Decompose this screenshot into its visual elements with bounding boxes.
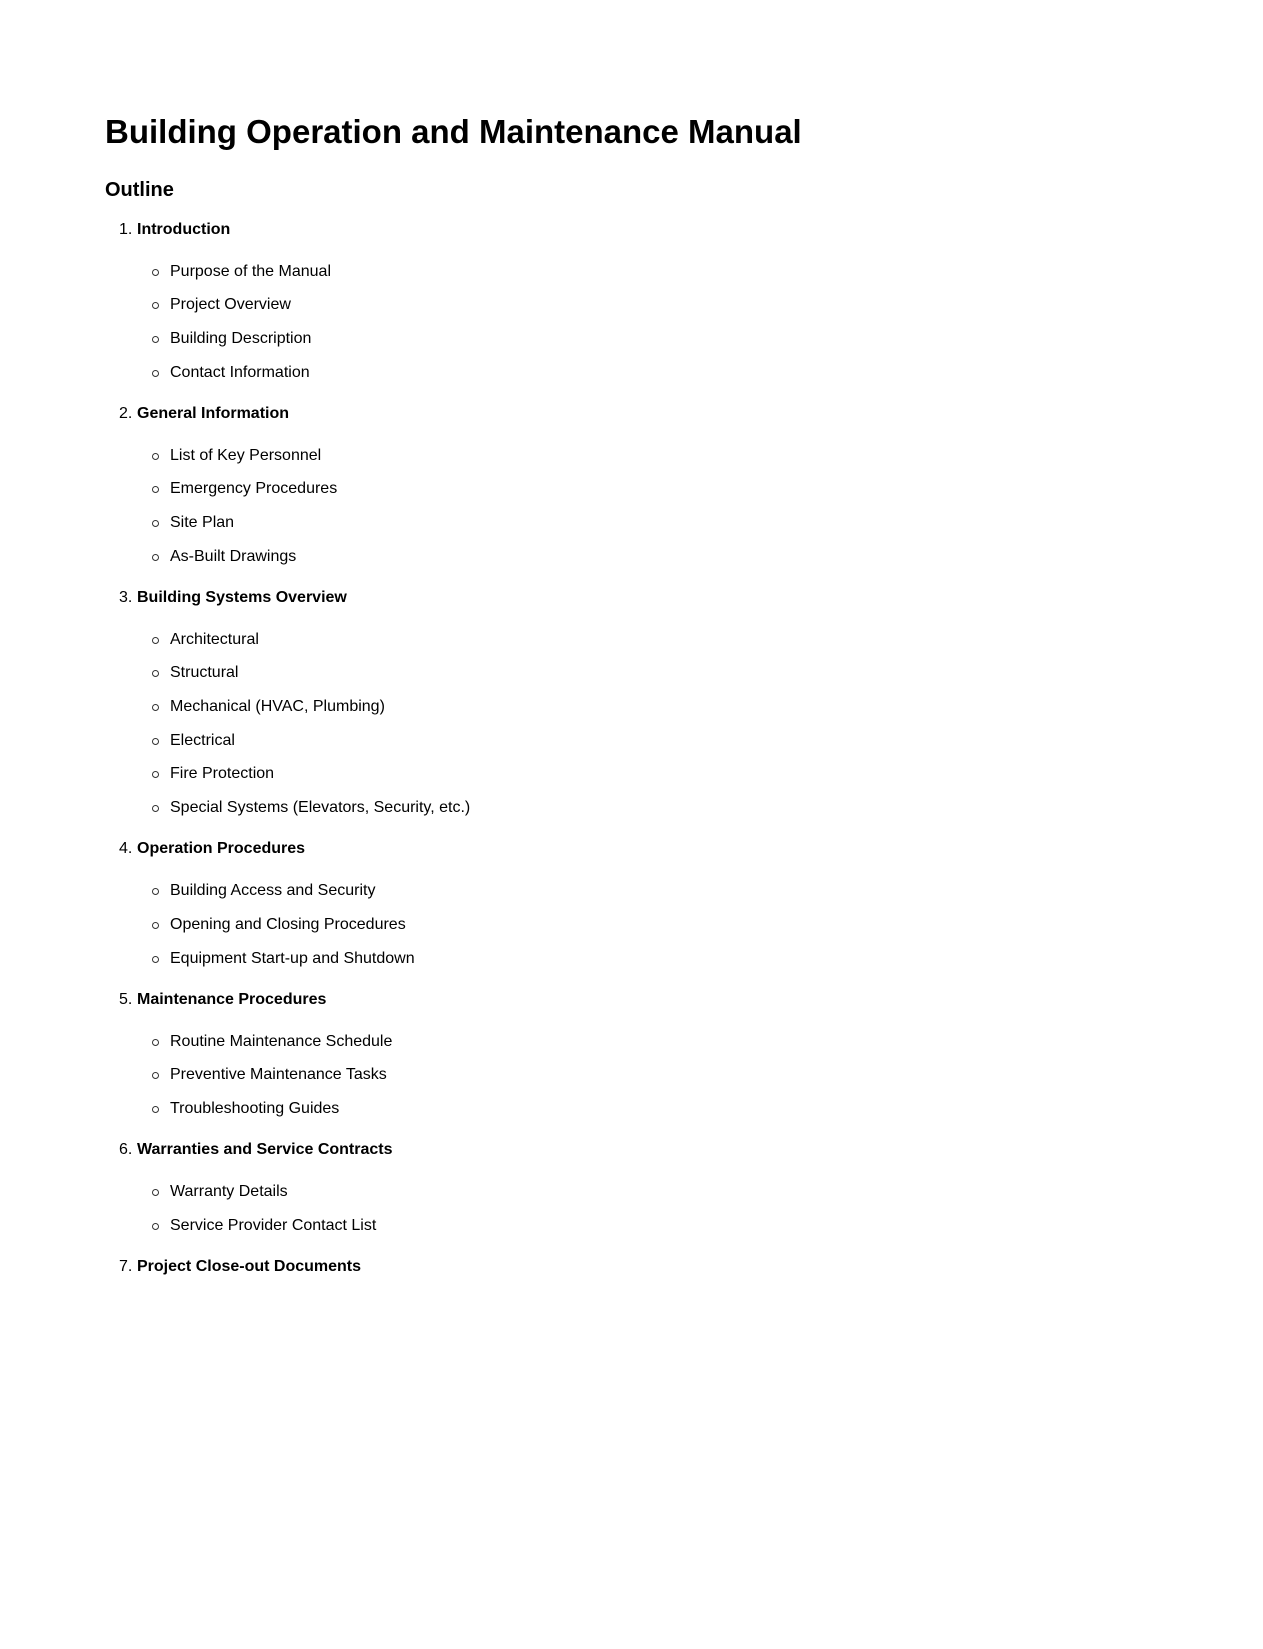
- document-title: Building Operation and Maintenance Manual: [105, 113, 802, 150]
- section-title: Operation Procedures: [137, 840, 306, 858]
- list-item-label: Site Plan: [170, 514, 235, 532]
- list-item-label: Opening and Closing Procedures: [170, 915, 406, 933]
- list-item-label: Mechanical (HVAC, Plumbing): [170, 698, 385, 716]
- outline-section: [119, 1140, 1263, 1236]
- list-item: [170, 1182, 1263, 1202]
- section-title: Building Systems Overview: [137, 588, 347, 606]
- list-item-label: Building Access and Security: [170, 882, 376, 900]
- outline-section: [119, 404, 1263, 567]
- section-items: [137, 446, 1263, 567]
- outline-section: [119, 1257, 1263, 1277]
- list-item: [170, 1216, 1263, 1236]
- section-title: General Information: [137, 404, 290, 422]
- list-item: [170, 329, 1263, 349]
- list-item: [170, 1032, 1263, 1052]
- hollow-bullet-icon: [152, 554, 159, 561]
- outline-list: [105, 220, 1263, 1277]
- hollow-bullet-icon: [152, 453, 159, 460]
- hollow-bullet-icon: [152, 520, 159, 527]
- list-item-label: Equipment Start-up and Shutdown: [170, 949, 415, 967]
- hollow-bullet-icon: [152, 956, 159, 963]
- list-item: [170, 764, 1263, 784]
- hollow-bullet-icon: [152, 1072, 159, 1079]
- hollow-bullet-icon: [152, 1106, 159, 1113]
- list-item: [170, 949, 1263, 969]
- list-item: [170, 915, 1263, 935]
- hollow-bullet-icon: [152, 1039, 159, 1046]
- section-number: 7.: [119, 1257, 133, 1275]
- list-item-label: Electrical: [170, 731, 235, 749]
- section-heading: [119, 1140, 1263, 1160]
- hollow-bullet-icon: [152, 771, 159, 778]
- hollow-bullet-icon: [152, 637, 159, 644]
- list-item: [170, 798, 1263, 818]
- list-item: [170, 547, 1263, 567]
- section-heading: [119, 990, 1263, 1010]
- list-item-label: Special Systems (Elevators, Security, etc.): [170, 799, 471, 817]
- section-number: 2.: [119, 404, 133, 422]
- section-items: [137, 1182, 1263, 1236]
- outline-heading: Outline: [105, 178, 174, 201]
- list-item: [170, 363, 1263, 383]
- section-items: [137, 881, 1263, 968]
- section-title: Project Close-out Documents: [137, 1257, 362, 1275]
- list-item: [170, 446, 1263, 466]
- list-item-label: Emergency Procedures: [170, 480, 338, 498]
- section-title: Introduction: [137, 220, 231, 238]
- section-items: [137, 262, 1263, 383]
- section-title: Maintenance Procedures: [137, 990, 327, 1008]
- list-item: [170, 881, 1263, 901]
- list-item: [170, 262, 1263, 282]
- list-item: [170, 663, 1263, 683]
- section-heading: [119, 839, 1263, 859]
- list-item-label: As-Built Drawings: [170, 547, 297, 565]
- hollow-bullet-icon: [152, 670, 159, 677]
- list-item: [170, 1099, 1263, 1119]
- outline-section: [119, 220, 1263, 383]
- hollow-bullet-icon: [152, 704, 159, 711]
- list-item: [170, 295, 1263, 315]
- section-items: [137, 630, 1263, 818]
- hollow-bullet-icon: [152, 1189, 159, 1196]
- list-item-label: Contact Information: [170, 363, 310, 381]
- section-heading: [119, 220, 1263, 240]
- hollow-bullet-icon: [152, 302, 159, 309]
- section-number: 5.: [119, 990, 133, 1008]
- list-item: [170, 513, 1263, 533]
- section-title: Warranties and Service Contracts: [137, 1140, 393, 1158]
- list-item: [170, 731, 1263, 751]
- hollow-bullet-icon: [152, 805, 159, 812]
- list-item-label: Architectural: [170, 630, 259, 648]
- hollow-bullet-icon: [152, 486, 159, 493]
- list-item-label: Fire Protection: [170, 765, 275, 783]
- section-heading: [119, 404, 1263, 424]
- list-item-label: Routine Maintenance Schedule: [170, 1032, 393, 1050]
- list-item-label: Project Overview: [170, 296, 291, 314]
- section-number: 6.: [119, 1140, 133, 1158]
- section-number: 3.: [119, 588, 133, 606]
- list-item-label: Preventive Maintenance Tasks: [170, 1066, 387, 1084]
- list-item: [170, 1065, 1263, 1085]
- hollow-bullet-icon: [152, 738, 159, 745]
- list-item-label: Warranty Details: [170, 1182, 288, 1200]
- section-heading: [119, 588, 1263, 608]
- section-number: 1.: [119, 220, 133, 238]
- list-item: [170, 630, 1263, 650]
- list-item-label: Troubleshooting Guides: [170, 1099, 340, 1117]
- hollow-bullet-icon: [152, 269, 159, 276]
- list-item-label: Service Provider Contact List: [170, 1216, 377, 1234]
- section-heading: [119, 1257, 1263, 1277]
- list-item-label: Building Description: [170, 329, 312, 347]
- outline-section: [119, 588, 1263, 818]
- hollow-bullet-icon: [152, 1223, 159, 1230]
- section-number: 4.: [119, 840, 133, 858]
- list-item: [170, 479, 1263, 499]
- outline-section: [119, 839, 1263, 968]
- list-item: [170, 697, 1263, 717]
- list-item-label: Purpose of the Manual: [170, 262, 331, 280]
- list-item-label: Structural: [170, 664, 239, 682]
- section-items: [137, 1032, 1263, 1119]
- hollow-bullet-icon: [152, 336, 159, 343]
- hollow-bullet-icon: [152, 888, 159, 895]
- hollow-bullet-icon: [152, 922, 159, 929]
- list-item-label: List of Key Personnel: [170, 446, 322, 464]
- outline-section: [119, 990, 1263, 1119]
- hollow-bullet-icon: [152, 370, 159, 377]
